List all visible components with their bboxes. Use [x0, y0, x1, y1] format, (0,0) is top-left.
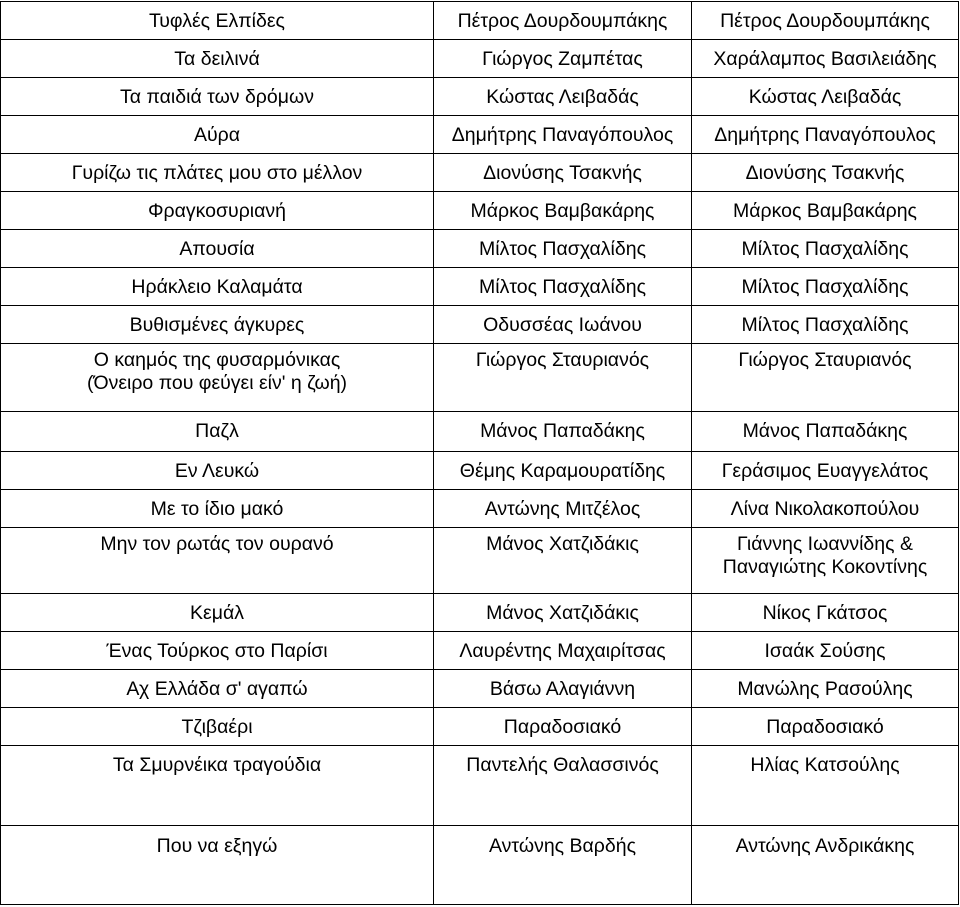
- song-title: Αύρα: [1, 116, 434, 154]
- song-title: [1, 344, 434, 412]
- song-title: Γυρίζω τις πλάτες μου στο μέλλον: [1, 154, 434, 192]
- lyricist: [692, 528, 959, 594]
- table-row: [1, 344, 959, 412]
- song-title: Απουσία: [1, 230, 434, 268]
- song-title-line: Ο καημός της φυσαρμόνικας: [93, 349, 341, 371]
- lyricist: Αντώνης Ανδρικάκης: [692, 826, 959, 905]
- lyricist: Κώστας Λειβαδάς: [692, 78, 959, 116]
- lyricist: Μίλτος Πασχαλίδης: [692, 230, 959, 268]
- song-title: Αχ Ελλάδα σ' αγαπώ: [1, 670, 434, 708]
- table-row: [1, 306, 959, 344]
- composer: Μίλτος Πασχαλίδης: [434, 230, 692, 268]
- song-title: Τυφλές Ελπίδες: [1, 2, 434, 40]
- table-row: [1, 670, 959, 708]
- composer: Γιώργος Ζαμπέτας: [434, 40, 692, 78]
- song-title: Κεμάλ: [1, 594, 434, 632]
- composer: Μάνος Χατζιδάκις: [434, 594, 692, 632]
- table-row: [1, 40, 959, 78]
- composer: Παντελής Θαλασσινός: [434, 746, 692, 826]
- song-title: Φραγκοσυριανή: [1, 192, 434, 230]
- song-title: Που να εξηγώ: [1, 826, 434, 905]
- lyricist: Λίνα Νικολακοπούλου: [692, 490, 959, 528]
- song-title: Παζλ: [1, 412, 434, 452]
- composer: Διονύσης Τσακνής: [434, 154, 692, 192]
- lyricist: Παραδοσιακό: [692, 708, 959, 746]
- lyricist: Μίλτος Πασχαλίδης: [692, 268, 959, 306]
- table-row: [1, 528, 959, 594]
- song-title: Τα παιδιά των δρόμων: [1, 78, 434, 116]
- song-title: Τζιβαέρι: [1, 708, 434, 746]
- table-row: [1, 490, 959, 528]
- composer: Κώστας Λειβαδάς: [434, 78, 692, 116]
- lyricist: Μάρκος Βαμβακάρης: [692, 192, 959, 230]
- table-row: [1, 746, 959, 826]
- table-row: [1, 192, 959, 230]
- lyricist: Ισαάκ Σούσης: [692, 632, 959, 670]
- table-row: [1, 412, 959, 452]
- composer: Πέτρος Δουρδουμπάκης: [434, 2, 692, 40]
- composer: Αντώνης Μιτζέλος: [434, 490, 692, 528]
- composer: Μάνος Παπαδάκης: [434, 412, 692, 452]
- lyricist-line: Γιάννης Ιωαννίδης &: [737, 533, 913, 555]
- table-row: [1, 826, 959, 905]
- composer: Μάρκος Βαμβακάρης: [434, 192, 692, 230]
- lyricist: Μάνος Παπαδάκης: [692, 412, 959, 452]
- song-title: Ηράκλειο Καλαμάτα: [1, 268, 434, 306]
- song-title: Με το ίδιο μακό: [1, 490, 434, 528]
- song-title: Μην τον ρωτάς τον ουρανό: [1, 528, 434, 594]
- lyricist: Μίλτος Πασχαλίδης: [692, 306, 959, 344]
- composer: Θέμης Καραμουρατίδης: [434, 452, 692, 490]
- table-row: [1, 2, 959, 40]
- composer: Δημήτρης Παναγόπουλος: [434, 116, 692, 154]
- table-row: [1, 230, 959, 268]
- song-title: Ένας Τούρκος στο Παρίσι: [1, 632, 434, 670]
- table-row: [1, 268, 959, 306]
- table-row: [1, 78, 959, 116]
- songs-table: [0, 1, 959, 905]
- composer: Λαυρέντης Μαχαιρίτσας: [434, 632, 692, 670]
- song-title-line: (Όνειρο που φεύγει είν' η ζωή): [86, 372, 348, 394]
- table-row: [1, 154, 959, 192]
- table-row: [1, 594, 959, 632]
- song-title: Βυθισμένες άγκυρες: [1, 306, 434, 344]
- song-title: Τα Σμυρνέικα τραγούδια: [1, 746, 434, 826]
- composer: Βάσω Αλαγιάννη: [434, 670, 692, 708]
- lyricist-line: Παναγιώτης Κοκοντίνης: [722, 556, 928, 578]
- composer: Μίλτος Πασχαλίδης: [434, 268, 692, 306]
- lyricist: Γιώργος Σταυριανός: [692, 344, 959, 412]
- composer: Παραδοσιακό: [434, 708, 692, 746]
- lyricist: Πέτρος Δουρδουμπάκης: [692, 2, 959, 40]
- lyricist: Χαράλαμπος Βασιλειάδης: [692, 40, 959, 78]
- lyricist: Νίκος Γκάτσος: [692, 594, 959, 632]
- song-title: Τα δειλινά: [1, 40, 434, 78]
- lyricist: Ηλίας Κατσούλης: [692, 746, 959, 826]
- composer: Γιώργος Σταυριανός: [434, 344, 692, 412]
- composer: Οδυσσέας Ιωάνου: [434, 306, 692, 344]
- song-title: Εν Λευκώ: [1, 452, 434, 490]
- composer: Αντώνης Βαρδής: [434, 826, 692, 905]
- lyricist: Μανώλης Ρασούλης: [692, 670, 959, 708]
- table-row: [1, 452, 959, 490]
- lyricist: Διονύσης Τσακνής: [692, 154, 959, 192]
- lyricist: Δημήτρης Παναγόπουλος: [692, 116, 959, 154]
- table-row: [1, 708, 959, 746]
- lyricist: Γεράσιμος Ευαγγελάτος: [692, 452, 959, 490]
- composer: Μάνος Χατζιδάκις: [434, 528, 692, 594]
- table-row: [1, 632, 959, 670]
- table-row: [1, 116, 959, 154]
